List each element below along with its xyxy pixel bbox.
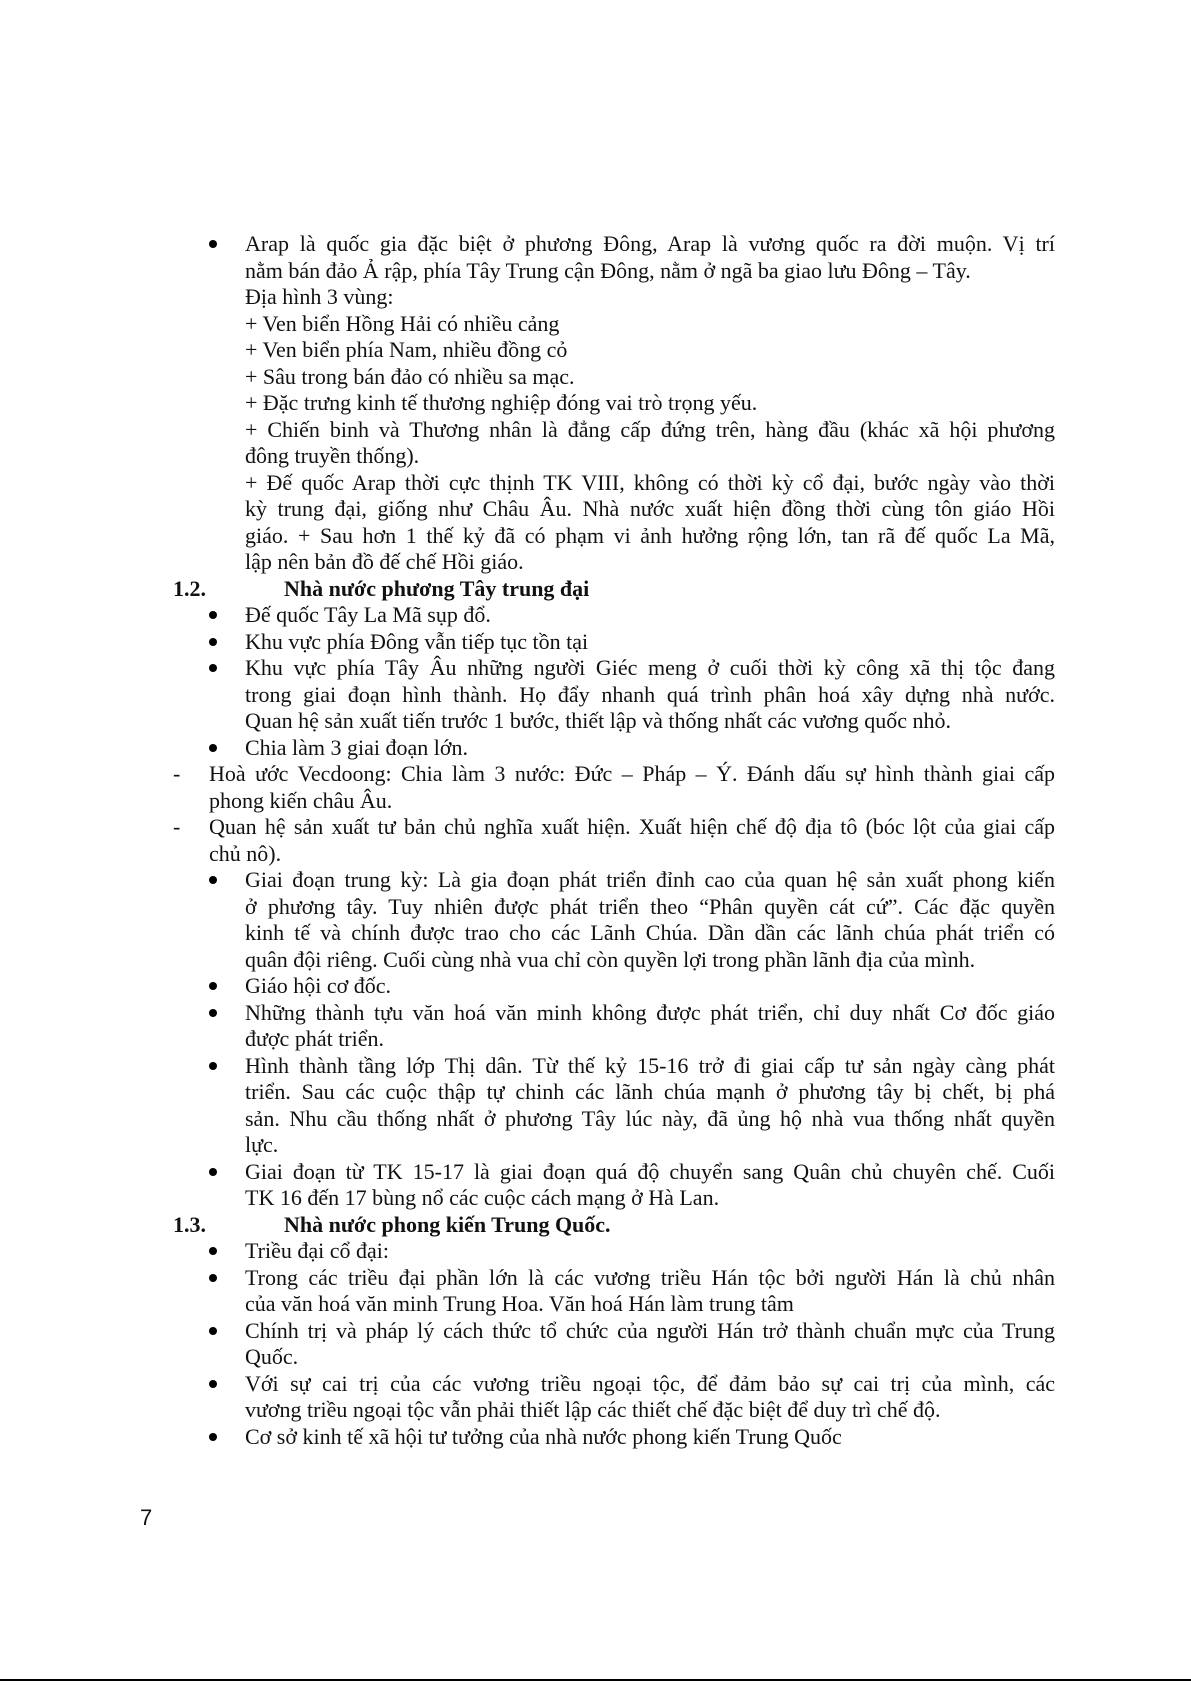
bullet-item bbox=[173, 973, 1055, 1000]
bullet-item bbox=[173, 629, 1055, 656]
text-line: của văn hoá văn minh Trung Hoa. Văn hoá Hán làm trung tâm bbox=[245, 1291, 794, 1316]
bullet-item bbox=[173, 1159, 1055, 1212]
section-number: 1.2. bbox=[173, 575, 206, 601]
bullet-item-arap bbox=[173, 231, 1055, 576]
text-line: Triều đại cổ đại: bbox=[245, 1238, 389, 1263]
document-body bbox=[173, 231, 1055, 1450]
text-line: Chia làm 3 giai đoạn lớn. bbox=[245, 734, 469, 760]
text-line: được phát triển. bbox=[245, 1026, 385, 1051]
bullet-item bbox=[173, 1371, 1055, 1424]
text-line: + Đế quốc Arap thời cực thịnh TK VIII, không có thời kỳ cổ đại, bước ngày vào thời bbox=[245, 469, 1055, 495]
bullet-item bbox=[173, 735, 1055, 762]
text-line: Giai đoạn trung kỳ: Là gia đoạn phát triển đỉnh cao của quan hệ sản xuất phong kiến bbox=[245, 867, 1055, 892]
section-heading-1-2 bbox=[173, 576, 1055, 603]
text-line: + Sâu trong bán đảo có nhiều sa mạc. bbox=[245, 363, 575, 389]
section-number: 1.3. bbox=[173, 1211, 206, 1237]
text-line: Khu vực phía Tây Âu những người Giéc meng ở cuối thời kỳ công xã thị tộc đang bbox=[245, 655, 1055, 680]
bullet-item bbox=[173, 1424, 1055, 1451]
section-title: Nhà nước phong kiến Trung Quốc. bbox=[284, 1211, 611, 1237]
bullet-item bbox=[173, 1238, 1055, 1265]
text-line: lập nên bản đồ đế chế Hồi giáo. bbox=[245, 549, 524, 574]
text-line: ở phương tây. Tuy nhiên được phát triển theo “Phân quyền cát cứ”. Các đặc quyền bbox=[245, 893, 1055, 919]
text-line: phong kiến châu Âu. bbox=[209, 787, 393, 813]
text-line: lực. bbox=[245, 1132, 279, 1157]
text-line: đông truyền thống). bbox=[245, 443, 420, 468]
page-number: 7 bbox=[140, 1505, 153, 1530]
dash-item bbox=[173, 761, 1055, 814]
text-line: Với sự cai trị của các vương triều ngoại tộc, để đảm bảo sự cai trị của mình, các bbox=[245, 1370, 1055, 1396]
bullet-item bbox=[173, 1318, 1055, 1371]
text-line: Trong các triều đại phần lớn là các vương triều Hán tộc bởi người Hán là chủ nhân bbox=[245, 1264, 1055, 1290]
text-line: Giáo hội cơ đốc. bbox=[245, 973, 392, 998]
dash-item bbox=[173, 814, 1055, 867]
bottom-divider bbox=[0, 1679, 1191, 1681]
text-line: chủ nô). bbox=[209, 840, 282, 866]
text-line: Khu vực phía Đông vẫn tiếp tục tồn tại bbox=[245, 628, 589, 654]
text-line: Quốc. bbox=[245, 1344, 299, 1369]
text-line: + Chiến binh và Thương nhân là đẳng cấp đứng trên, hàng đầu (khác xã hội phương bbox=[245, 416, 1055, 442]
text-line: Quan hệ sản xuất tư bản chủ nghĩa xuất hiện. Xuất hiện chế độ địa tô (bóc lột của giai cấp bbox=[209, 814, 1055, 839]
text-line: nằm bán đảo Ả rập, phía Tây Trung cận Đông, nằm ở ngã ba giao lưu Đông – Tây. bbox=[245, 257, 971, 283]
text-line: sản. Nhu cầu thống nhất ở phương Tây lúc này, đã ủng hộ nhà vua thống nhất quyền bbox=[245, 1105, 1055, 1131]
text-line: kinh tế và chính được trao cho các Lãnh Chúa. Dần dần các lãnh chúa phát triển có bbox=[245, 920, 1055, 945]
text-line: + Ven biển phía Nam, nhiều đồng cỏ bbox=[245, 337, 568, 362]
text-line: vương triều ngoại tộc vẫn phải thiết lập các thiết chế đặc biệt để duy trì chế độ. bbox=[245, 1397, 941, 1422]
text-line: + Đặc trưng kinh tế thương nghiệp đóng vai trò trọng yếu. bbox=[245, 390, 758, 415]
text-line: giáo. + Sau hơn 1 thế kỷ đã có phạm vi ảnh hưởng rộng lớn, tan rã đế quốc La Mã, bbox=[245, 522, 1055, 548]
text-line: Những thành tựu văn hoá văn minh không được phát triển, chỉ duy nhất Cơ đốc giáo bbox=[245, 999, 1055, 1025]
text-line: Hoà ước Vecdoong: Chia làm 3 nước: Đức – Pháp – Ý. Đánh dấu sự hình thành giai cấp bbox=[209, 761, 1055, 786]
text-line: Cơ sở kinh tế xã hội tư tưởng của nhà nước phong kiến Trung Quốc bbox=[245, 1423, 842, 1449]
bullet-item bbox=[173, 602, 1055, 629]
dash-marker: - bbox=[173, 814, 181, 839]
text-line: trong giai đoạn hình thành. Họ đẩy nhanh quá trình phân hoá xây dựng nhà nước. bbox=[245, 681, 1055, 707]
text-line: + Ven biển Hồng Hải có nhiều cảng bbox=[245, 310, 560, 336]
text-line: triển. Sau các cuộc thập tự chinh các lãnh chúa mạnh ở phương tây bị chết, bị phá bbox=[245, 1079, 1055, 1104]
section-heading-1-3 bbox=[173, 1212, 1055, 1239]
text-line: Giai đoạn từ TK 15-17 là giai đoạn quá độ chuyển sang Quân chủ chuyên chế. Cuối bbox=[245, 1158, 1055, 1184]
text-line: Quan hệ sản xuất tiến trước 1 bước, thiết lập và thống nhất các vương quốc nhỏ. bbox=[245, 708, 952, 733]
text-line: Chính trị và pháp lý cách thức tổ chức của người Hán trở thành chuẩn mực của Trung bbox=[245, 1317, 1055, 1343]
bullet-item bbox=[173, 1265, 1055, 1318]
text-line: quân đội riêng. Cuối cùng nhà vua chỉ còn quyền lợi trong phần lãnh địa của mình. bbox=[245, 946, 976, 972]
section-title: Nhà nước phương Tây trung đại bbox=[284, 575, 590, 601]
dash-marker: - bbox=[173, 761, 181, 786]
text-line: Đế quốc Tây La Mã sụp đổ. bbox=[245, 602, 491, 627]
text-line: kỳ trung đại, giống như Châu Âu. Nhà nước xuất hiện đồng thời cùng tôn giáo Hồi bbox=[245, 496, 1055, 521]
text-line: TK 16 đến 17 bùng nổ các cuộc cách mạng ở Hà Lan. bbox=[245, 1185, 720, 1210]
bullet-item bbox=[173, 655, 1055, 735]
bullet-item bbox=[173, 1053, 1055, 1159]
text-line: Arap là quốc gia đặc biệt ở phương Đông, Arap là vương quốc ra đời muộn. Vị trí bbox=[245, 231, 1055, 256]
bullet-item bbox=[173, 1000, 1055, 1053]
text-line: Hình thành tầng lớp Thị dân. Từ thế kỷ 15-16 trở đi giai cấp tư sản ngày càng phát bbox=[245, 1052, 1055, 1078]
text-line: Địa hình 3 vùng: bbox=[245, 284, 394, 309]
bullet-item bbox=[173, 867, 1055, 973]
